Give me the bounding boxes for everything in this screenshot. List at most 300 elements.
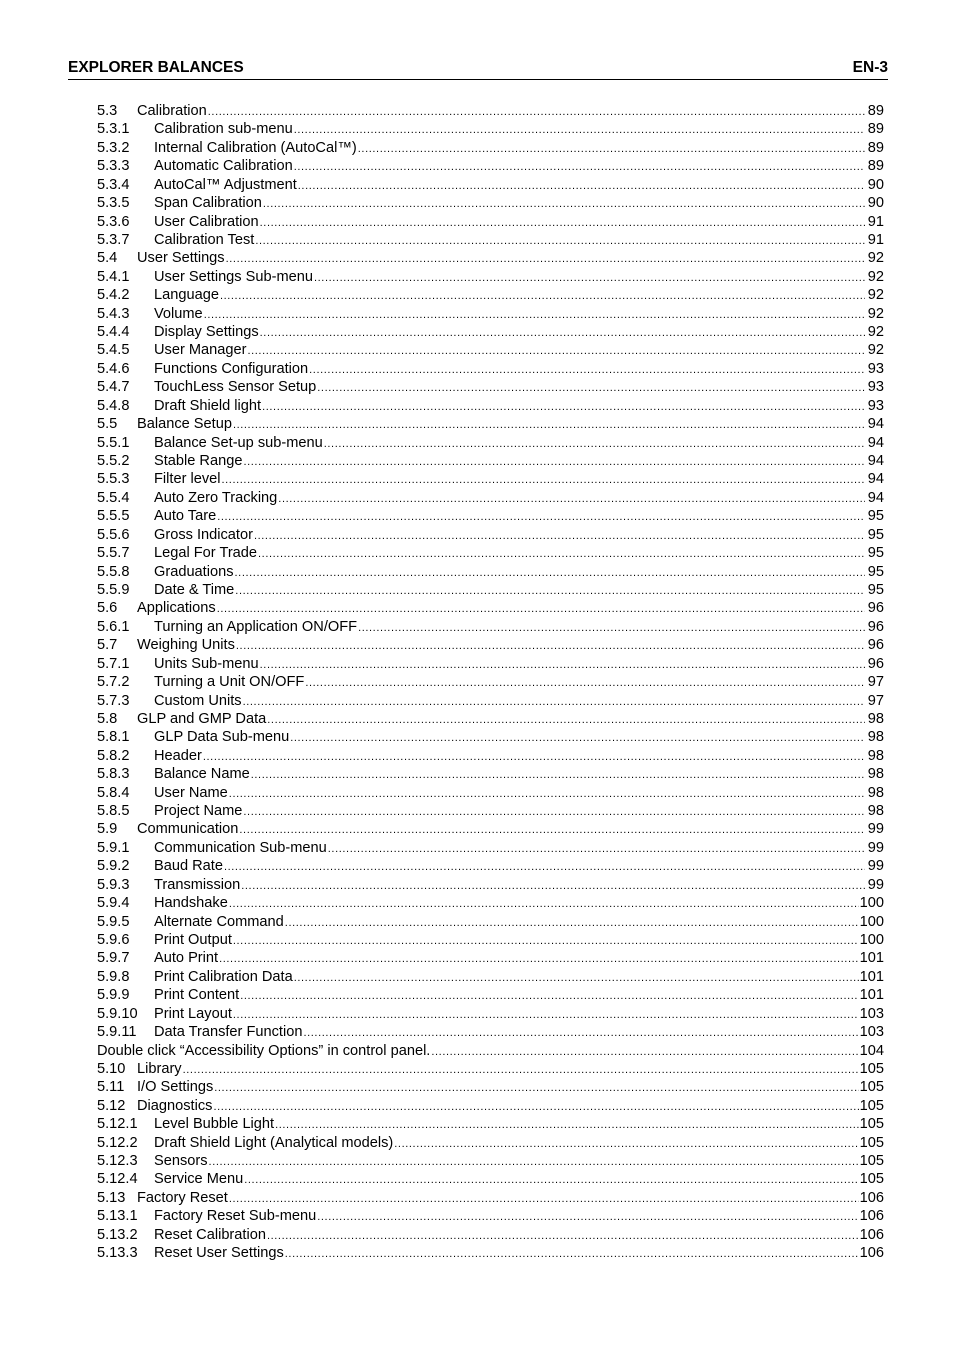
toc-entry[interactable] <box>97 599 884 617</box>
toc-entry-number: 5.4.2 <box>97 287 130 304</box>
toc-entry[interactable] <box>97 323 884 341</box>
toc-entry[interactable] <box>97 102 884 120</box>
toc-entry[interactable] <box>97 876 884 894</box>
toc-entry-title: User Name <box>154 784 228 801</box>
toc-entry-title: User Settings Sub-menu <box>154 268 313 285</box>
toc-entry[interactable] <box>97 1078 884 1096</box>
toc-entry[interactable] <box>97 710 884 728</box>
toc-entry-page: 100 <box>859 913 884 930</box>
toc-entry-page: 89 <box>867 121 884 138</box>
dot-leader <box>260 324 865 341</box>
toc-entry[interactable] <box>97 268 884 286</box>
toc-entry-number: 5.13.2 <box>97 1226 138 1243</box>
dot-leader <box>224 858 865 875</box>
dot-leader <box>294 121 865 138</box>
toc-entry-page: 99 <box>867 839 884 856</box>
toc-entry-number: 5.4.5 <box>97 342 130 359</box>
toc-entry[interactable] <box>97 526 884 544</box>
dot-leader <box>254 527 865 544</box>
toc-entry-page: 98 <box>867 766 884 783</box>
dot-leader <box>243 453 865 470</box>
toc-entry-number: 5.7.2 <box>97 674 130 691</box>
toc-entry-page: 94 <box>867 471 884 488</box>
toc-entry-title: Custom Units <box>154 692 242 709</box>
toc-entry-number: 5.7.3 <box>97 692 130 709</box>
toc-entry-page: 92 <box>867 342 884 359</box>
toc-entry-number: 5.9.10 <box>97 1005 138 1022</box>
toc-entry[interactable] <box>97 894 884 912</box>
document-title: EXPLORER BALANCES <box>68 59 244 76</box>
toc-entry-number: 5.5.9 <box>97 581 130 598</box>
toc-entry[interactable] <box>97 139 884 157</box>
toc-entry[interactable] <box>97 986 884 1004</box>
dot-leader <box>394 1135 858 1152</box>
toc-entry[interactable] <box>97 305 884 323</box>
toc-entry-title: User Manager <box>154 342 247 359</box>
page-header <box>68 57 888 80</box>
dot-leader <box>240 987 858 1004</box>
toc-entry[interactable] <box>97 434 884 452</box>
toc-entry-number: 5.12.1 <box>97 1116 138 1133</box>
toc-entry-page: 104 <box>859 1042 884 1059</box>
toc-entry[interactable] <box>97 1152 884 1170</box>
dot-leader <box>298 177 865 194</box>
toc-entry-title: Transmission <box>154 876 241 893</box>
toc-entry-number: 5.13.3 <box>97 1245 138 1262</box>
toc-entry-title: User Calibration <box>154 213 259 230</box>
toc-entry-title: Auto Print <box>154 950 219 967</box>
toc-entry-title: Filter level <box>154 471 221 488</box>
toc-entry[interactable] <box>97 949 884 967</box>
toc-entry-number: 5.4.1 <box>97 268 130 285</box>
toc-entry[interactable] <box>97 194 884 212</box>
toc-entry-number: 5.4.8 <box>97 397 130 414</box>
toc-entry-number: 5.3.2 <box>97 139 130 156</box>
toc-entry[interactable] <box>97 341 884 359</box>
toc-entry-page: 98 <box>867 710 884 727</box>
toc-entry-page: 95 <box>867 508 884 525</box>
toc-entry-number: 5.9.3 <box>97 876 130 893</box>
toc-entry-number: 5.8.1 <box>97 729 130 746</box>
toc-entry-number: 5.3.4 <box>97 176 130 193</box>
dot-leader <box>241 877 865 894</box>
toc-entry-number: 5.13 <box>97 1189 126 1206</box>
toc-entry-title: User Settings <box>137 250 225 267</box>
toc-entry-number: 5.12.3 <box>97 1153 138 1170</box>
dot-leader <box>263 195 865 212</box>
toc-entry-number: 5.4 <box>97 250 118 267</box>
toc-entry-title: Weighing Units <box>137 637 235 654</box>
toc-entry-page: 89 <box>867 139 884 156</box>
toc-entry-page: 106 <box>859 1208 884 1225</box>
toc-entry-number: 5.7 <box>97 637 118 654</box>
toc-entry-page: 106 <box>859 1189 884 1206</box>
toc-entry[interactable] <box>97 563 884 581</box>
toc-entry-title: Span Calibration <box>154 195 262 212</box>
toc-entry-page: 94 <box>867 416 884 433</box>
toc-entry[interactable] <box>97 931 884 949</box>
dot-leader <box>317 1208 858 1225</box>
dot-leader <box>314 269 865 286</box>
toc-entry-page: 92 <box>867 324 884 341</box>
toc-entry-title: Volume <box>154 305 203 322</box>
toc-entry-number: 5.8 <box>97 710 118 727</box>
toc-entry-number: 5.9.9 <box>97 987 130 1004</box>
dot-leader <box>251 766 865 783</box>
toc-entry-page: 96 <box>867 655 884 672</box>
dot-leader <box>305 674 865 691</box>
toc-entry-title: Factory Reset <box>137 1189 228 1206</box>
dot-leader <box>324 435 865 452</box>
toc-entry-number: 5.4.6 <box>97 360 130 377</box>
toc-entry-number: 5.9.2 <box>97 858 130 875</box>
dot-leader <box>233 932 859 949</box>
toc-entry-title: TouchLess Sensor Setup <box>154 379 317 396</box>
toc-entry-title: Functions Configuration <box>154 360 309 377</box>
toc-entry-number: 5.3.6 <box>97 213 130 230</box>
dot-leader <box>294 969 859 986</box>
toc-entry-number: 5.6 <box>97 600 118 617</box>
toc-entry[interactable] <box>97 231 884 249</box>
toc-entry-title: GLP Data Sub-menu <box>154 729 290 746</box>
toc-entry-title: Communication <box>137 821 239 838</box>
toc-entry-page: 98 <box>867 803 884 820</box>
toc-entry-page: 93 <box>867 379 884 396</box>
toc-entry-page: 99 <box>867 876 884 893</box>
dot-leader <box>309 361 865 378</box>
toc-entry[interactable] <box>97 618 884 636</box>
toc-entry[interactable] <box>97 157 884 175</box>
toc-entry[interactable] <box>97 1170 884 1188</box>
table-of-contents <box>97 102 884 1263</box>
dot-leader <box>233 1006 859 1023</box>
toc-entry-title: Print Output <box>154 931 232 948</box>
dot-leader <box>203 748 865 765</box>
toc-entry[interactable] <box>97 213 884 231</box>
toc-entry-title: Gross Indicator <box>154 526 253 543</box>
toc-entry-number: 5.5.7 <box>97 545 130 562</box>
toc-entry-title: Turning an Application ON/OFF <box>154 618 358 635</box>
toc-entry-page: 92 <box>867 250 884 267</box>
toc-entry[interactable] <box>97 839 884 857</box>
toc-entry-title: Alternate Command <box>154 913 284 930</box>
toc-entry-title: Automatic Calibration <box>154 158 293 175</box>
toc-entry[interactable] <box>97 1060 884 1078</box>
toc-entry-number: 5.5.4 <box>97 489 130 506</box>
toc-entry-title: Sensors <box>154 1153 208 1170</box>
dot-leader <box>328 840 865 857</box>
dot-leader <box>222 471 866 488</box>
toc-entry-title: Level Bubble Light <box>154 1116 275 1133</box>
toc-entry-title: Data Transfer Function <box>154 1024 303 1041</box>
dot-leader <box>213 1098 858 1115</box>
toc-entry[interactable] <box>97 360 884 378</box>
dot-leader <box>235 582 865 599</box>
toc-entry-title: Reset User Settings <box>154 1245 284 1262</box>
dot-leader <box>243 693 865 710</box>
dot-leader <box>235 564 865 581</box>
toc-entry-title: Turning a Unit ON/OFF <box>154 674 305 691</box>
toc-entry-page: 106 <box>859 1226 884 1243</box>
dot-leader <box>243 803 865 820</box>
toc-entry-title: Print Calibration Data <box>154 968 293 985</box>
dot-leader <box>244 1171 858 1188</box>
toc-entry-page: 95 <box>867 545 884 562</box>
dot-leader <box>260 656 865 673</box>
toc-entry[interactable] <box>97 802 884 820</box>
toc-entry[interactable] <box>97 784 884 802</box>
toc-entry-page: 105 <box>859 1116 884 1133</box>
toc-entry-number: 5.5 <box>97 416 118 433</box>
toc-entry[interactable] <box>97 286 884 304</box>
toc-entry[interactable] <box>97 397 884 415</box>
toc-entry[interactable] <box>97 655 884 673</box>
toc-entry-number: 5.8.2 <box>97 747 130 764</box>
toc-entry-title: Balance Name <box>154 766 250 783</box>
dot-leader <box>217 508 865 525</box>
dot-leader <box>294 158 865 175</box>
toc-entry-page: 101 <box>859 950 884 967</box>
toc-entry-page: 105 <box>859 1060 884 1077</box>
toc-entry-page: 99 <box>867 858 884 875</box>
toc-entry-number: 5.12.2 <box>97 1134 138 1151</box>
toc-entry[interactable] <box>97 1207 884 1225</box>
toc-entry[interactable] <box>97 968 884 986</box>
dot-leader <box>278 490 865 507</box>
toc-entry-title: AutoCal™ Adjustment <box>154 176 297 193</box>
toc-entry[interactable] <box>97 120 884 138</box>
toc-entry-number: 5.7.1 <box>97 655 130 672</box>
toc-entry[interactable] <box>97 378 884 396</box>
toc-entry-page: 97 <box>867 674 884 691</box>
toc-entry-number: 5.9.6 <box>97 931 130 948</box>
toc-entry-page: 105 <box>859 1079 884 1096</box>
toc-entry-page: 93 <box>867 397 884 414</box>
dot-leader <box>229 1190 859 1207</box>
toc-entry[interactable] <box>97 176 884 194</box>
toc-entry-page: 89 <box>867 158 884 175</box>
toc-entry[interactable] <box>97 507 884 525</box>
toc-entry-number: 5.12.4 <box>97 1171 138 1188</box>
dot-leader <box>285 1245 859 1262</box>
toc-entry-page: 106 <box>859 1245 884 1262</box>
toc-entry[interactable] <box>97 470 884 488</box>
dot-leader <box>267 711 865 728</box>
toc-entry-title: Units Sub-menu <box>154 655 259 672</box>
toc-entry-number: 5.3.5 <box>97 195 130 212</box>
toc-entry[interactable] <box>97 581 884 599</box>
toc-entry-title: Balance Setup <box>137 416 232 433</box>
toc-entry-number: 5.11 <box>97 1079 125 1096</box>
toc-entry-number: 5.3.1 <box>97 121 130 138</box>
toc-entry[interactable] <box>97 1244 884 1262</box>
toc-entry-title: Internal Calibration (AutoCal™) <box>154 139 357 156</box>
toc-entry-number: 5.8.5 <box>97 803 130 820</box>
toc-entry[interactable] <box>97 1005 884 1023</box>
dot-leader <box>239 821 865 838</box>
toc-entry-page: 98 <box>867 729 884 746</box>
toc-entry[interactable] <box>97 857 884 875</box>
toc-entry[interactable] <box>97 1097 884 1115</box>
toc-entry-page: 103 <box>859 1005 884 1022</box>
toc-entry-number: 5.5.5 <box>97 508 130 525</box>
dot-leader <box>431 1043 858 1060</box>
toc-entry[interactable] <box>97 544 884 562</box>
toc-entry-page: 96 <box>867 600 884 617</box>
dot-leader <box>317 379 865 396</box>
dot-leader <box>226 250 865 267</box>
toc-entry[interactable] <box>97 249 884 267</box>
toc-entry[interactable] <box>97 415 884 433</box>
toc-entry-page: 98 <box>867 747 884 764</box>
toc-entry-number: 5.5.6 <box>97 526 130 543</box>
toc-entry-page: 90 <box>867 176 884 193</box>
toc-entry-title: Double click “Accessibility Options” in control panel. <box>97 1042 431 1059</box>
toc-entry-number: 5.9.7 <box>97 950 130 967</box>
dot-leader <box>183 1061 859 1078</box>
toc-entry-number: 5.12 <box>97 1097 126 1114</box>
dot-leader <box>229 895 859 912</box>
toc-entry[interactable] <box>97 692 884 710</box>
toc-entry-page: 94 <box>867 489 884 506</box>
toc-entry-number: 5.9.4 <box>97 895 130 912</box>
dot-leader <box>358 619 865 636</box>
toc-entry-title: Project Name <box>154 803 243 820</box>
toc-entry[interactable] <box>97 820 884 838</box>
toc-entry-page: 98 <box>867 784 884 801</box>
toc-entry-page: 100 <box>859 931 884 948</box>
toc-entry-page: 93 <box>867 360 884 377</box>
toc-entry-title: Draft Shield Light (Analytical models) <box>154 1134 394 1151</box>
toc-entry-title: GLP and GMP Data <box>137 710 267 727</box>
toc-entry[interactable] <box>97 1226 884 1244</box>
toc-entry-page: 105 <box>859 1153 884 1170</box>
toc-entry-number: 5.9 <box>97 821 118 838</box>
dot-leader <box>229 785 865 802</box>
toc-entry-number: 5.9.8 <box>97 968 130 985</box>
toc-entry-title: Display Settings <box>154 324 259 341</box>
toc-entry-page: 92 <box>867 305 884 322</box>
toc-entry-number: 5.4.4 <box>97 324 130 341</box>
dot-leader <box>267 1227 859 1244</box>
toc-entry-number: 5.13.1 <box>97 1208 138 1225</box>
dot-leader <box>233 416 865 433</box>
toc-entry-title: Print Content <box>154 987 240 1004</box>
toc-entry-title: Calibration Test <box>154 231 255 248</box>
toc-entry[interactable] <box>97 1042 884 1060</box>
toc-entry-title: Print Layout <box>154 1005 232 1022</box>
dot-leader <box>358 140 865 157</box>
toc-entry-number: 5.5.3 <box>97 471 130 488</box>
toc-entry[interactable] <box>97 728 884 746</box>
dot-leader <box>303 1024 858 1041</box>
toc-entry-page: 95 <box>867 581 884 598</box>
dot-leader <box>220 287 865 304</box>
toc-entry-page: 97 <box>867 692 884 709</box>
toc-entry-page: 101 <box>859 987 884 1004</box>
toc-entry-page: 101 <box>859 968 884 985</box>
toc-entry-title: Factory Reset Sub-menu <box>154 1208 317 1225</box>
toc-entry-title: Applications <box>137 600 216 617</box>
toc-entry-number: 5.8.3 <box>97 766 130 783</box>
toc-entry-page: 91 <box>867 213 884 230</box>
dot-leader <box>258 545 865 562</box>
toc-entry-number: 5.5.8 <box>97 563 130 580</box>
toc-entry-title: Header <box>154 747 202 764</box>
toc-entry-number: 5.3.7 <box>97 231 130 248</box>
dot-leader <box>217 600 865 617</box>
toc-entry-title: Baud Rate <box>154 858 223 875</box>
toc-entry[interactable] <box>97 913 884 931</box>
toc-entry[interactable] <box>97 1115 884 1133</box>
toc-entry-number: 5.6.1 <box>97 618 130 635</box>
toc-entry-page: 94 <box>867 453 884 470</box>
dot-leader <box>236 637 865 654</box>
dot-leader <box>260 214 865 231</box>
toc-entry[interactable] <box>97 636 884 654</box>
dot-leader <box>290 729 865 746</box>
toc-entry[interactable] <box>97 765 884 783</box>
toc-entry[interactable] <box>97 673 884 691</box>
toc-entry-page: 96 <box>867 618 884 635</box>
toc-entry-title: Draft Shield light <box>154 397 262 414</box>
toc-entry-page: 96 <box>867 637 884 654</box>
toc-entry-title: Diagnostics <box>137 1097 213 1114</box>
toc-entry[interactable] <box>97 452 884 470</box>
toc-entry-title: Communication Sub-menu <box>154 839 327 856</box>
dot-leader <box>255 232 865 249</box>
toc-entry-title: Auto Tare <box>154 508 217 525</box>
toc-entry-number: 5.9.5 <box>97 913 130 930</box>
toc-entry-number: 5.9.1 <box>97 839 130 856</box>
toc-entry-title: Service Menu <box>154 1171 244 1188</box>
toc-entry-title: Graduations <box>154 563 234 580</box>
toc-entry-page: 105 <box>859 1171 884 1188</box>
toc-entry[interactable] <box>97 747 884 765</box>
toc-entry-page: 99 <box>867 821 884 838</box>
toc-entry-title: Calibration sub-menu <box>154 121 293 138</box>
toc-entry[interactable] <box>97 1134 884 1152</box>
dot-leader <box>204 306 865 323</box>
toc-entry-title: Handshake <box>154 895 228 912</box>
toc-entry-page: 105 <box>859 1097 884 1114</box>
toc-entry[interactable] <box>97 1189 884 1207</box>
toc-entry-number: 5.3 <box>97 103 118 119</box>
toc-entry[interactable] <box>97 1023 884 1041</box>
dot-leader <box>247 342 865 359</box>
toc-entry-title: Date & Time <box>154 581 235 598</box>
toc-entry-page: 94 <box>867 434 884 451</box>
toc-entry-number: 5.10 <box>97 1060 126 1077</box>
dot-leader <box>209 1153 859 1170</box>
toc-entry-title: I/O Settings <box>137 1079 214 1096</box>
toc-entry-page: 103 <box>859 1024 884 1041</box>
toc-entry-page: 90 <box>867 195 884 212</box>
toc-entry-page: 100 <box>859 895 884 912</box>
dot-leader <box>262 398 865 415</box>
dot-leader <box>285 914 859 931</box>
toc-entry-number: 5.9.11 <box>97 1024 137 1041</box>
toc-entry[interactable] <box>97 489 884 507</box>
toc-entry-title: Calibration <box>137 103 207 119</box>
toc-entry-number: 5.3.3 <box>97 158 130 175</box>
dot-leader <box>275 1116 859 1133</box>
toc-entry-page: 95 <box>867 526 884 543</box>
toc-entry-page: 105 <box>859 1134 884 1151</box>
toc-entry-page: 91 <box>867 231 884 248</box>
page-number-label: EN-3 <box>852 59 888 76</box>
toc-entry-page: 92 <box>867 287 884 304</box>
